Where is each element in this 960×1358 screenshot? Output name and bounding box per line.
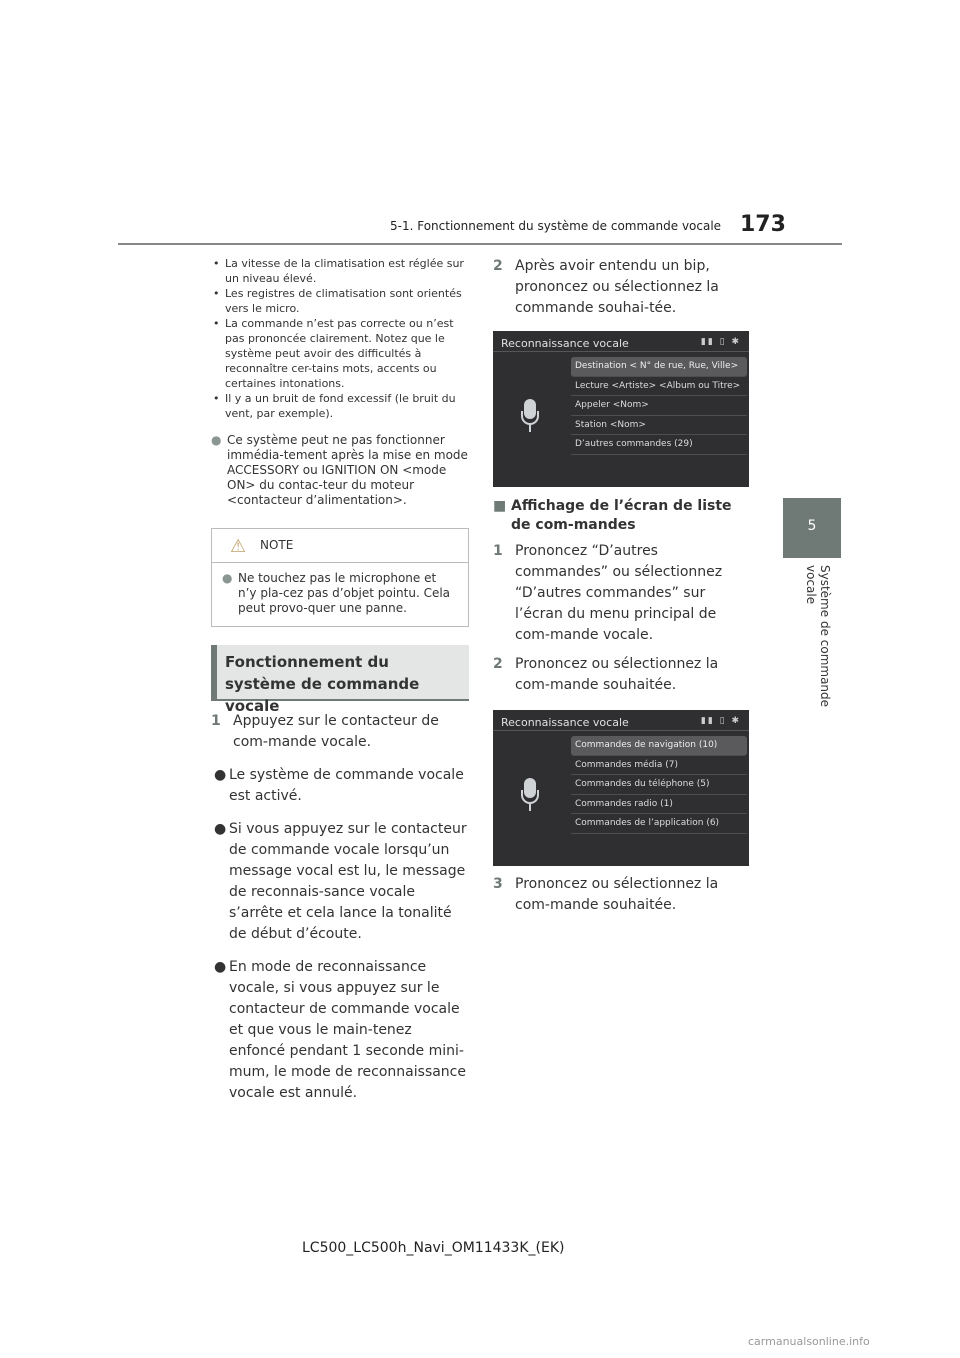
menu-item[interactable]: Appeler <Nom> xyxy=(571,396,747,416)
list-item: ● Si vous appuyez sur le contacteur de commande vocale lorsqu’un message vocal est lu, le message de reconnais-sance vocale s’arrête et cela lance la tonalité de début d’écoute. xyxy=(214,821,467,942)
subsection-heading: ■ Affichage de l’écran de liste de com-mandes xyxy=(493,498,732,533)
list-item: • Les registres de climatisation sont orientés vers le micro. xyxy=(213,287,462,315)
header-divider xyxy=(118,243,842,245)
list-item: • Il y a un bruit de fond excessif (le bruit du vent, par exemple). xyxy=(213,392,456,420)
warning-triangle-icon: ⚠ xyxy=(230,536,247,557)
note-body xyxy=(212,563,468,626)
status-icons: ▮▮ ▯ ✱ xyxy=(700,337,741,347)
status-icons: ▮▮ ▯ ✱ xyxy=(700,716,741,726)
note-box xyxy=(211,528,469,627)
menu-item[interactable]: Commandes média (7) xyxy=(571,756,747,776)
divider xyxy=(493,351,749,352)
menu-item[interactable]: Station <Nom> xyxy=(571,416,747,436)
step-2: 2 Après avoir entendu un bip, prononcez ou sélectionnez la commande souhai-tée. xyxy=(493,258,719,316)
chapter-tab: 5 xyxy=(783,498,841,558)
condition-list xyxy=(211,256,469,421)
watermark: carmanualsonline.info xyxy=(748,1335,870,1348)
chapter-title-vertical: Système de commande vocale xyxy=(804,565,832,708)
menu-item[interactable]: Lecture <Artiste> <Album ou Titre> xyxy=(571,377,747,397)
menu-item[interactable]: Destination < N° de rue, Rue, Ville> xyxy=(571,357,747,377)
sub-step-3: 3 Prononcez ou sélectionnez la com-mande souhaitée. xyxy=(493,876,719,913)
list-item: • La vitesse de la climatisation est réglée sur un niveau élevé. xyxy=(213,257,464,285)
circle-bullet-icon: ● xyxy=(211,433,222,447)
list-item: ● En mode de reconnaissance vocale, si vous appuyez sur le contacteur de commande vocale et que vous le main-tenez enfoncé pendant 1 seconde mini-mum, le mode de reconnaissance vocale est annulé. xyxy=(214,959,466,1101)
right-column xyxy=(493,256,751,916)
left-column xyxy=(211,256,469,1104)
list-item: • La commande n’est pas correcte ou n’est pas prononcée clairement. Notez que le système peut avoir des difficultés à reconnaître cer-tains mots, accents ou certaines intonations. xyxy=(213,317,454,390)
section-heading: Fonctionnement du système de commande vocale xyxy=(211,645,469,701)
step-number: 2 xyxy=(493,656,503,672)
menu-item[interactable]: D’autres commandes (29) xyxy=(571,435,747,455)
voice-recognition-screen xyxy=(493,331,749,487)
note-label: NOTE xyxy=(260,538,294,552)
bullet-dot-icon: ● xyxy=(214,821,227,837)
command-menu xyxy=(571,357,747,455)
circle-bullet-icon: ● xyxy=(222,571,233,585)
bullet-dot-icon: ● xyxy=(214,767,227,783)
step-number: 2 xyxy=(493,258,503,274)
step-number: 1 xyxy=(493,543,503,559)
screen-title: Reconnaissance vocale xyxy=(501,337,629,350)
command-menu xyxy=(571,736,747,834)
note-item: ● Ne touchez pas le microphone et n’y pla-cez pas d’objet pointu. Cela peut provo-quer une panne. xyxy=(222,571,451,615)
command-list-screen xyxy=(493,710,749,866)
note-header xyxy=(212,529,468,563)
document-code: LC500_LC500h_Navi_OM11433K_(EK) xyxy=(302,1240,565,1256)
menu-item[interactable]: Commandes de l’application (6) xyxy=(571,814,747,834)
running-header: 5-1. Fonctionnement du système de commande vocale xyxy=(390,219,722,233)
page-number: 173 xyxy=(740,212,786,237)
microphone-icon xyxy=(521,399,539,433)
step-number: 3 xyxy=(493,876,503,892)
menu-item[interactable]: Commandes du téléphone (5) xyxy=(571,775,747,795)
screen-title: Reconnaissance vocale xyxy=(501,716,629,729)
square-bullet-icon: ■ xyxy=(493,498,507,514)
step-1: 1 Appuyez sur le contacteur de com-mande vocale. xyxy=(211,713,439,750)
bullet-dot-icon: ● xyxy=(214,959,227,975)
sub-step-2: 2 Prononcez ou sélectionnez la com-mande souhaitée. xyxy=(493,656,719,693)
step-number: 1 xyxy=(211,713,221,729)
divider xyxy=(493,730,749,731)
sub-step-1: 1 Prononcez “D’autres commandes” ou sélectionnez “D’autres commandes” sur l’écran du menu principal de com-mande vocale. xyxy=(493,543,723,643)
menu-item[interactable]: Commandes de navigation (10) xyxy=(571,736,747,756)
microphone-icon xyxy=(521,778,539,812)
info-note: ● Ce système peut ne pas fonctionner immédia-tement après la mise en mode ACCESSORY ou IGNITION ON <mode ON> du contac-teur du moteur <contacteur d’alimentation>. xyxy=(211,433,468,507)
list-item: ● Le système de commande vocale est activé. xyxy=(214,767,464,804)
menu-item[interactable]: Commandes radio (1) xyxy=(571,795,747,815)
